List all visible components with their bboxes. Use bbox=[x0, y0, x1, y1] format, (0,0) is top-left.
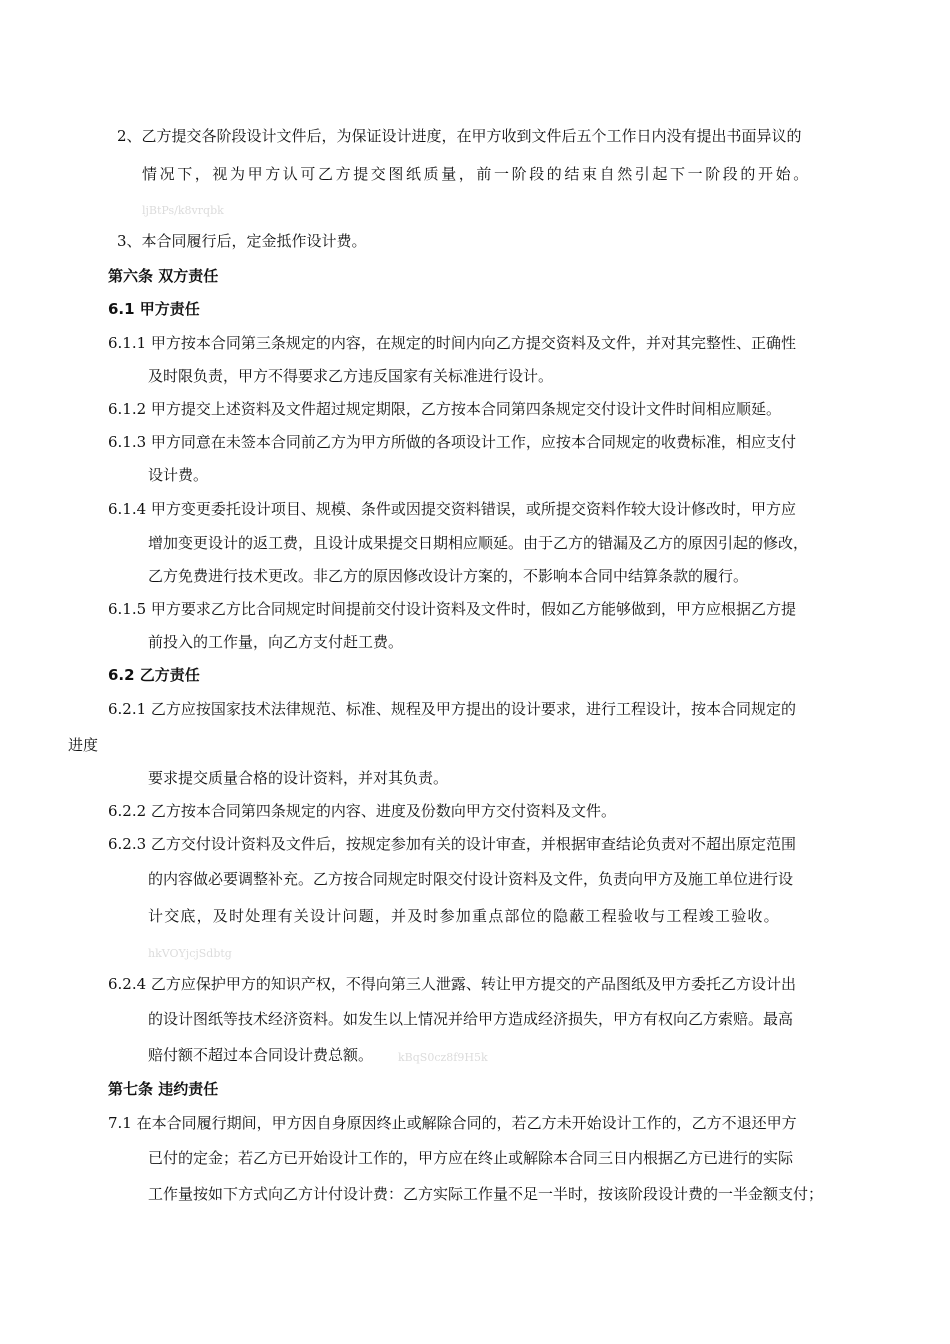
section-6-2-heading: 6.2 乙方责任 bbox=[108, 666, 200, 684]
item-6-1-5-line-1: 6.1.5 甲方要求乙方比合同规定时间提前交付设计资料及文件时，假如乙方能够做到，甲方应根据乙方提 bbox=[108, 600, 796, 618]
item-6-2-1-line-1: 6.2.1 乙方应按国家技术法律规范、标准、规程及甲方提出的设计要求，进行工程设计，按本合同规定的 bbox=[108, 700, 796, 718]
item-6-2-1-line-3: 要求提交质量合格的设计资料，并对其负责。 bbox=[148, 769, 449, 787]
item-6-2-4-line-2: 的设计图纸等技术经济资料。如发生以上情况并给甲方造成经济损失，甲方有权向乙方索赔。最高 bbox=[148, 1010, 794, 1028]
item-6-2-1-line-2: 进度 bbox=[68, 736, 99, 754]
item-7-1-line-2: 已付的定金；若乙方已开始设计工作的，甲方应在终止或解除本合同三日内根据乙方已进行的实际 bbox=[148, 1149, 794, 1167]
item-6-2-4-line-3: 赔付额不超过本合同设计费总额。 bbox=[148, 1046, 374, 1064]
item-6-1-3-line-1: 6.1.3 甲方同意在未签本合同前乙方为甲方所做的各项设计工作，应按本合同规定的收费标准，相应支付 bbox=[108, 433, 796, 451]
clause-5-item-2-line-1: 2、乙方提交各阶段设计文件后，为保证设计进度，在甲方收到文件后五个工作日内没有提出书面异议的 bbox=[117, 127, 802, 145]
item-6-1-5-line-2: 前投入的工作量，向乙方支付赶工费。 bbox=[148, 633, 404, 651]
watermark-text: hkVOYjcjSdbtg bbox=[148, 947, 232, 960]
clause-5-item-3: 3、本合同履行后，定金抵作设计费。 bbox=[117, 232, 367, 250]
item-6-1-3-line-2: 设计费。 bbox=[148, 466, 209, 484]
item-6-2-3-line-3: 计交底，及时处理有关设计问题，并及时参加重点部位的隐蔽工程验收与工程竣工验收。 bbox=[148, 907, 780, 925]
item-7-1-line-3: 工作量按如下方式向乙方计付设计费：乙方实际工作量不足一半时，按该阶段设计费的一半金额支付； bbox=[148, 1185, 824, 1203]
item-7-1-line-1: 7.1 在本合同履行期间，甲方因自身原因终止或解除合同的，若乙方未开始设计工作的，乙方不退还甲方 bbox=[108, 1114, 797, 1132]
watermark-text: kBqS0cz8f9H5k bbox=[398, 1051, 488, 1064]
section-6-1-heading: 6.1 甲方责任 bbox=[108, 300, 200, 318]
item-6-2-3-line-1: 6.2.3 乙方交付设计资料及文件后，按规定参加有关的设计审查，并根据审查结论负责对不超出原定范围 bbox=[108, 835, 796, 853]
clause-7-title: 第七条 违约责任 bbox=[108, 1080, 219, 1098]
item-6-2-2: 6.2.2 乙方按本合同第四条规定的内容、进度及份数向甲方交付资料及文件。 bbox=[108, 802, 616, 820]
item-6-1-4-line-3: 乙方免费进行技术更改。非乙方的原因修改设计方案的，不影响本合同中结算条款的履行。 bbox=[148, 567, 749, 585]
item-6-1-2: 6.1.2 甲方提交上述资料及文件超过规定期限，乙方按本合同第四条规定交付设计文件时间相应顺延。 bbox=[108, 400, 781, 418]
watermark-text: ljBtPs/k8vrqbk bbox=[142, 204, 224, 217]
item-6-2-3-line-2: 的内容做必要调整补充。乙方按合同规定时限交付设计资料及文件，负责向甲方及施工单位进行设 bbox=[148, 870, 794, 888]
item-6-1-4-line-1: 6.1.4 甲方变更委托设计项目、规模、条件或因提交资料错误，或所提交资料作较大设计修改时，甲方应 bbox=[108, 500, 796, 518]
item-6-2-4-line-1: 6.2.4 乙方应保护甲方的知识产权，不得向第三人泄露、转让甲方提交的产品图纸及甲方委托乙方设计出 bbox=[108, 975, 796, 993]
item-6-1-4-line-2: 增加变更设计的返工费，且设计成果提交日期相应顺延。由于乙方的错漏及乙方的原因引起的修改， bbox=[148, 534, 809, 552]
clause-6-title: 第六条 双方责任 bbox=[108, 267, 219, 285]
item-6-1-1-line-2: 及时限负责，甲方不得要求乙方违反国家有关标准进行设计。 bbox=[148, 367, 554, 385]
clause-5-item-2-line-2: 情况下，视为甲方认可乙方提交图纸质量，前一阶段的结束自然引起下一阶段的开始。 bbox=[142, 165, 811, 183]
item-6-1-1-line-1: 6.1.1 甲方按本合同第三条规定的内容，在规定的时间内向乙方提交资料及文件，并对其完整性、正确性 bbox=[108, 334, 796, 352]
